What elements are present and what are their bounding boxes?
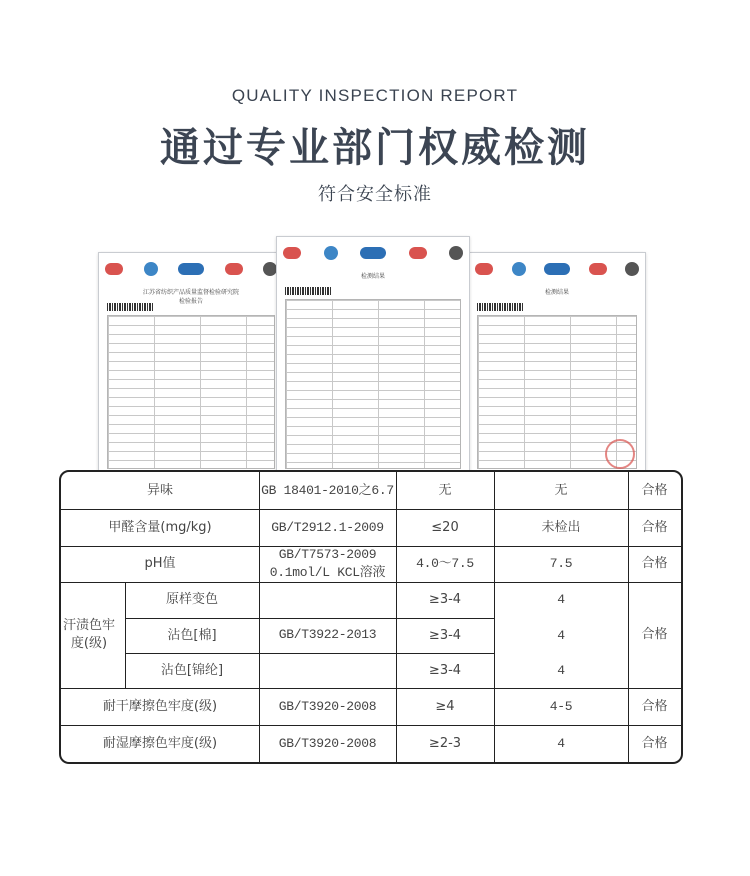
test-results-table — [59, 470, 683, 764]
table-cell-item: 耐干摩擦色牢度(级) — [102, 698, 218, 714]
report-thumbnail-middle — [276, 236, 470, 476]
certification-logos — [105, 259, 277, 279]
table-cell-verdict: 合格 — [641, 482, 668, 498]
table-cell-subitem: 沾色[棉] — [167, 627, 217, 643]
table-cell-standard: GB 18401-2010之6.7 — [261, 482, 394, 498]
report-form-grid — [107, 315, 275, 469]
table-cell-requirement: 无 — [438, 482, 452, 498]
table-cell-result: 4 — [557, 735, 565, 751]
report-heading: 江苏省纺织产品质量监督检验研究院 检验报告 — [142, 289, 239, 305]
ilac-logo-icon — [512, 262, 526, 276]
institute-logo-icon — [449, 246, 463, 260]
table-cell-result: 无 — [554, 482, 568, 498]
cnas-logo-icon — [360, 247, 386, 259]
cnas-logo-icon — [178, 263, 204, 275]
table-cell-result: 4-5 — [549, 698, 573, 714]
barcode-icon — [477, 303, 523, 311]
table-cell-verdict: 合格 — [641, 519, 668, 535]
table-cell-item: 甲醛含量(mg/kg) — [108, 519, 212, 535]
standard-line-2: 0.1mol/L KCL溶液 — [269, 565, 386, 580]
table-cell-requirement: ≥3-4 — [428, 662, 462, 678]
table-cell-standard — [259, 546, 396, 582]
table-cell-standard: GB/T3920-2008 — [278, 735, 377, 751]
report-thumbnail-right — [468, 252, 646, 476]
title-cn: 通过专业部门权威检测 — [160, 125, 590, 171]
table-cell-group-label — [59, 582, 125, 688]
certification-logos — [475, 259, 639, 279]
report-heading: 检测结果 — [360, 273, 385, 280]
table-cell-standard: GB/T2912.1-2009 — [271, 519, 384, 535]
table-cell-requirement: ≥3-4 — [428, 592, 462, 607]
subtitle: 符合安全标准 — [318, 184, 432, 205]
institute-logo-icon — [625, 262, 639, 276]
cma-logo-icon — [283, 247, 301, 259]
cal-logo-icon — [409, 247, 427, 259]
table-cell-requirement: 4.0～7.5 — [416, 556, 474, 571]
cal-logo-icon — [225, 263, 243, 275]
table-cell-subitem: 原样变色 — [165, 592, 218, 607]
table-cell-item: 耐湿摩擦色牢度(级) — [102, 735, 218, 751]
table-cell-verdict: 合格 — [641, 556, 668, 571]
table-cell-standard: GB/T3922-2013 — [278, 627, 377, 642]
group-label-line-1: 汗渍色牢 — [62, 618, 115, 633]
report-heading: 检测结果 — [544, 289, 569, 296]
ilac-logo-icon — [324, 246, 338, 260]
barcode-icon — [107, 303, 153, 311]
table-cell-result: 7.5 — [549, 556, 573, 571]
barcode-icon — [285, 287, 331, 295]
table-cell-result: 未检出 — [541, 519, 581, 535]
table-cell-verdict: 合格 — [641, 698, 668, 714]
cma-logo-icon — [475, 263, 493, 275]
table-cell-verdict: 合格 — [641, 627, 668, 642]
standard-line-1: GB/T7573-2009 — [278, 547, 377, 562]
ilac-logo-icon — [144, 262, 158, 276]
report-form-grid — [285, 299, 461, 469]
table-cell-requirement: ≤20 — [431, 519, 459, 535]
cal-logo-icon — [589, 263, 607, 275]
report-thumbnail-left — [98, 252, 284, 476]
institute-logo-icon — [263, 262, 277, 276]
table-cell-result: 4 — [557, 627, 565, 643]
table-cell-item: pH值 — [144, 556, 176, 571]
title-en: QUALITY INSPECTION REPORT — [231, 86, 519, 105]
certification-logos — [283, 243, 463, 263]
table-cell-requirement: ≥2-3 — [428, 735, 462, 751]
table-cell-requirement: ≥3-4 — [428, 627, 462, 643]
table-cell-verdict: 合格 — [641, 735, 668, 751]
table-cell-standard: GB/T3920-2008 — [278, 698, 377, 714]
cma-logo-icon — [105, 263, 123, 275]
table-cell-result: 4 — [557, 662, 565, 678]
group-label-line-2: 度(级) — [70, 636, 108, 651]
table-cell-subitem: 沾色[锦纶] — [160, 662, 224, 678]
seal-stamp-icon — [605, 439, 635, 469]
table-cell-requirement: ≥4 — [435, 698, 455, 714]
cnas-logo-icon — [544, 263, 570, 275]
table-cell-item: 异味 — [146, 482, 173, 498]
table-cell-result: 4 — [557, 592, 565, 607]
